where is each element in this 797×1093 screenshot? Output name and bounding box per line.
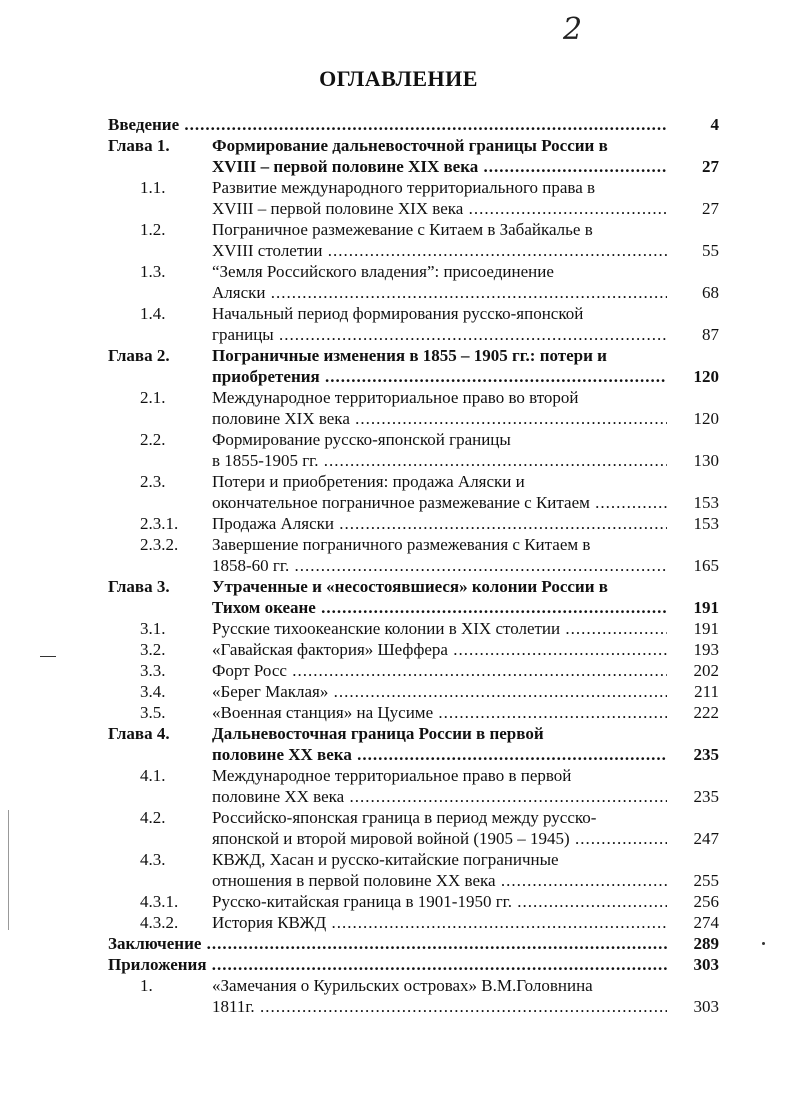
toc-entry-line: КВЖД, Хасан и русско-китайские пограничные xyxy=(212,850,559,869)
toc-entry-number: 1.1. xyxy=(140,178,166,197)
toc-entry-title xyxy=(108,114,667,135)
toc-entry-line: Аляски ..... xyxy=(212,282,667,303)
toc-entry-number: 2.3. xyxy=(140,472,166,491)
toc-entry-line: Формирование дальневосточной границы России в xyxy=(212,136,608,155)
toc-entry-page: 191 xyxy=(693,598,719,617)
toc-entry-page: 235 xyxy=(693,745,719,764)
toc-entry xyxy=(0,912,797,933)
toc-entry-line: половине XX века ..... xyxy=(212,744,667,765)
toc-entry xyxy=(0,135,797,177)
toc-entry-number: Глава 4. xyxy=(108,724,170,743)
toc-entry xyxy=(0,576,797,618)
toc-entry-title xyxy=(212,807,667,849)
toc-entry-line: Российско-японская граница в период между русско- xyxy=(212,808,597,827)
toc-entry-line: границы ..... xyxy=(212,324,667,345)
toc-entry-number: 4.1. xyxy=(140,766,166,785)
toc-entry-line: Русские тихоокеанские колонии в XIX столетии ..... xyxy=(212,618,667,639)
toc-entry-page: 87 xyxy=(702,325,719,344)
toc-entry xyxy=(0,513,797,534)
toc-entry-line: Дальневосточная граница России в первой xyxy=(212,724,544,743)
margin-dash xyxy=(40,656,56,657)
toc-entry xyxy=(0,261,797,303)
page-title: ОГЛАВЛЕНИЕ xyxy=(319,66,478,91)
toc-entry-title xyxy=(212,303,667,345)
toc-entry xyxy=(0,849,797,891)
toc-entry-title xyxy=(212,639,667,660)
toc-entry-page: 4 xyxy=(710,115,719,134)
margin-tick xyxy=(8,810,9,930)
toc-entry-page: 153 xyxy=(693,514,719,533)
toc-entry-number: 3.2. xyxy=(140,640,166,659)
toc-entry-line: «Гавайская фактория» Шеффера ..... xyxy=(212,639,667,660)
toc-entry-line: XVIII столетии ..... xyxy=(212,240,667,261)
toc-entry-page: 191 xyxy=(693,619,719,638)
toc-entry-number: 2.1. xyxy=(140,388,166,407)
toc-entry-number: Глава 1. xyxy=(108,136,170,155)
toc-entry-number: 4.3.1. xyxy=(140,892,179,911)
toc-entry-line: Пограничные изменения в 1855 – 1905 гг.: потери и xyxy=(212,346,607,365)
toc-entry-page: 153 xyxy=(693,493,719,512)
toc-entry-line: японской и второй мировой войной (1905 – 1945) ..... xyxy=(212,828,667,849)
toc-entry-number: 4.2. xyxy=(140,808,166,827)
toc-entry-line: Международное территориальное право в первой xyxy=(212,766,572,785)
toc-entry xyxy=(0,660,797,681)
toc-entry-page: 27 xyxy=(702,199,719,218)
toc-entry-number: 1.2. xyxy=(140,220,166,239)
toc-entry-number: 2.2. xyxy=(140,430,166,449)
toc-entry-page: 120 xyxy=(693,367,719,386)
toc-entry-title xyxy=(212,681,667,702)
toc-entry-line: 1858-60 гг. ..... xyxy=(212,555,667,576)
toc-entry xyxy=(0,933,797,954)
toc-entry-page: 27 xyxy=(702,157,719,176)
toc-entry-line: половине XIX века ..... xyxy=(212,408,667,429)
toc-entry xyxy=(0,723,797,765)
toc-entry-number: 1. xyxy=(140,976,153,995)
toc-entry-number: Глава 3. xyxy=(108,577,170,596)
toc-entry-page: 130 xyxy=(693,451,719,470)
toc-entry-page: 202 xyxy=(693,661,719,680)
toc-entry-line: XVIII – первой половине XIX века ..... xyxy=(212,198,667,219)
toc-entry-title xyxy=(212,534,667,576)
toc-entry-title xyxy=(212,135,667,177)
toc-entry-line: Утраченные и «несостоявшиеся» колонии России в xyxy=(212,577,608,596)
toc-entry-line: Формирование русско-японской границы xyxy=(212,430,511,449)
toc-entry-title xyxy=(212,849,667,891)
toc-entry-number: 1.3. xyxy=(140,262,166,281)
toc-entry-line: отношения в первой половине XX века ..... xyxy=(212,870,667,891)
toc-entry-line: Пограничное размежевание с Китаем в Забайкалье в xyxy=(212,220,593,239)
toc-entry-page: 193 xyxy=(693,640,719,659)
page-number-mark: 2 xyxy=(563,12,583,47)
toc-entry-title xyxy=(212,975,667,1017)
toc-entry-line: «Берег Маклая» ..... xyxy=(212,681,667,702)
toc-entry-line: приобретения ..... xyxy=(212,366,667,387)
toc-entry-page: 120 xyxy=(693,409,719,428)
toc-entry-title xyxy=(108,933,667,954)
toc-entry-page: 165 xyxy=(693,556,719,575)
toc-entry-line: Развитие международного территориального права в xyxy=(212,178,596,197)
toc-entry-line: в 1855-1905 гг. ..... xyxy=(212,450,667,471)
toc-entry-line: Тихом океане ..... xyxy=(212,597,667,618)
toc-entry-title xyxy=(212,891,667,912)
toc-entry xyxy=(0,639,797,660)
toc-entry-line: Международное территориальное право во второй xyxy=(212,388,579,407)
toc-entry xyxy=(0,345,797,387)
toc-entry-page: 55 xyxy=(702,241,719,260)
toc-entry xyxy=(0,177,797,219)
toc-entry-title xyxy=(108,954,667,975)
toc-entry xyxy=(0,954,797,975)
toc-entry-number: 2.3.1. xyxy=(140,514,179,533)
toc-entry-line: Заключение ..... xyxy=(108,933,667,954)
toc-entry-page: 222 xyxy=(693,703,719,722)
toc-entry-title xyxy=(212,345,667,387)
toc-entry-number: 4.3.2. xyxy=(140,913,179,932)
toc-entry-number: 3.1. xyxy=(140,619,166,638)
toc-entry-title xyxy=(212,912,667,933)
toc-entry-line: Потери и приобретения: продажа Аляски и xyxy=(212,472,525,491)
toc-entry xyxy=(0,219,797,261)
toc-entry-page: 247 xyxy=(693,829,719,848)
toc-entry-line: Форт Росс ..... xyxy=(212,660,667,681)
toc-entry-line: половине XX века ..... xyxy=(212,786,667,807)
toc-entry-title xyxy=(212,765,667,807)
toc-entry-number: 3.4. xyxy=(140,682,166,701)
toc-entry-line: Приложения ..... xyxy=(108,954,667,975)
toc-entry-title xyxy=(212,513,667,534)
toc-entry-line: Завершение пограничного размежевания с Китаем в xyxy=(212,535,591,554)
toc-entry-title xyxy=(212,471,667,513)
toc-entry-line: Введение ..... xyxy=(108,114,667,135)
table-of-contents xyxy=(0,114,797,1017)
toc-entry-line: окончательное пограничное размежевание с Китаем ..... xyxy=(212,492,667,513)
toc-entry-page: 235 xyxy=(693,787,719,806)
toc-entry-title xyxy=(212,387,667,429)
toc-entry-number: Глава 2. xyxy=(108,346,170,365)
toc-entry xyxy=(0,891,797,912)
right-dot xyxy=(762,942,765,945)
toc-entry-title xyxy=(212,618,667,639)
toc-entry-page: 255 xyxy=(693,871,719,890)
toc-entry-title xyxy=(212,177,667,219)
toc-entry-page: 256 xyxy=(693,892,719,911)
toc-entry-page: 274 xyxy=(693,913,719,932)
toc-entry-title xyxy=(212,261,667,303)
toc-entry-title xyxy=(212,660,667,681)
toc-entry xyxy=(0,618,797,639)
toc-entry-line: Продажа Аляски ..... xyxy=(212,513,667,534)
toc-entry xyxy=(0,534,797,576)
toc-entry xyxy=(0,765,797,807)
toc-entry-title xyxy=(212,429,667,471)
toc-entry xyxy=(0,702,797,723)
toc-entry xyxy=(0,429,797,471)
toc-entry xyxy=(0,303,797,345)
toc-entry-title xyxy=(212,723,667,765)
toc-entry-line: XVIII – первой половине XIX века ..... xyxy=(212,156,667,177)
toc-entry-line: “Земля Российского владения”: присоединение xyxy=(212,262,554,281)
toc-entry-title xyxy=(212,219,667,261)
toc-entry xyxy=(0,681,797,702)
toc-entry-page: 211 xyxy=(694,682,719,701)
toc-entry-number: 3.5. xyxy=(140,703,166,722)
toc-entry-title xyxy=(212,576,667,618)
toc-entry xyxy=(0,471,797,513)
toc-entry-page: 303 xyxy=(693,955,719,974)
toc-entry xyxy=(0,387,797,429)
toc-entry-number: 2.3.2. xyxy=(140,535,179,554)
toc-entry-page: 289 xyxy=(693,934,719,953)
toc-entry-title xyxy=(212,702,667,723)
toc-entry-line: 1811г. ..... xyxy=(212,996,667,1017)
toc-entry-page: 68 xyxy=(702,283,719,302)
toc-entry-line: Начальный период формирования русско-японской xyxy=(212,304,584,323)
toc-entry-number: 1.4. xyxy=(140,304,166,323)
toc-entry-line: Русско-китайская граница в 1901-1950 гг. ..... xyxy=(212,891,667,912)
toc-entry-line: «Военная станция» на Цусиме ..... xyxy=(212,702,667,723)
toc-entry-number: 4.3. xyxy=(140,850,166,869)
toc-entry-line: «Замечания о Курильских островах» В.М.Головнина xyxy=(212,976,593,995)
toc-entry xyxy=(0,114,797,135)
toc-entry xyxy=(0,975,797,1017)
toc-entry-page: 303 xyxy=(693,997,719,1016)
toc-entry xyxy=(0,807,797,849)
toc-entry-number: 3.3. xyxy=(140,661,166,680)
toc-entry-line: История КВЖД ..... xyxy=(212,912,667,933)
